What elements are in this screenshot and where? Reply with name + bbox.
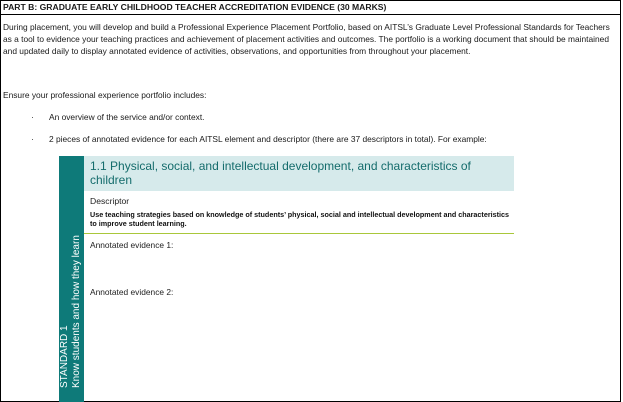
standard-side-band	[59, 156, 84, 402]
standard-side-label	[59, 156, 84, 402]
descriptor-divider	[84, 233, 514, 234]
bullet-marker: ·	[31, 112, 34, 122]
descriptor-text: Use teaching strategies based on knowledge of students’ physical, social and intellectual development and characteristics to improve student learning.	[90, 210, 509, 228]
standard-subtitle: Know students and how they learn	[70, 235, 82, 388]
ensure-text: Ensure your professional experience portfolio includes:	[3, 90, 207, 100]
annotated-evidence-2-label: Annotated evidence 2:	[90, 287, 174, 297]
bullet-text: 2 pieces of annotated evidence for each AITSL element and descriptor (there are 37 descriptors in total). For example:	[49, 134, 487, 144]
bullet-marker: ·	[31, 134, 34, 144]
bullet-text: An overview of the service and/or context.	[49, 112, 205, 122]
standard-number: STANDARD 1	[59, 325, 70, 388]
standard-example-figure	[59, 156, 514, 402]
annotated-evidence-1-label: Annotated evidence 1:	[90, 240, 174, 250]
intro-paragraph: During placement, you will develop and build a Professional Experience Placement Portfolio, based on AITSL’s Graduate Level Professional Standards for Teachers as a tool to evidence your teaching practices and achievement of placement activities and outcomes. The portfolio is a working document that should be maintained and updated daily to display annotated evidence of activities, observations, and opportunities from throughout your placement.	[3, 22, 610, 57]
section-heading: PART B: GRADUATE EARLY CHILDHOOD TEACHER ACCREDITATION EVIDENCE (30 MARKS)	[0, 0, 621, 14]
focus-area-header	[84, 156, 514, 191]
focus-area-title: 1.1 Physical, social, and intellectual development, and characteristics of children	[90, 159, 471, 187]
descriptor-label: Descriptor	[90, 196, 130, 206]
